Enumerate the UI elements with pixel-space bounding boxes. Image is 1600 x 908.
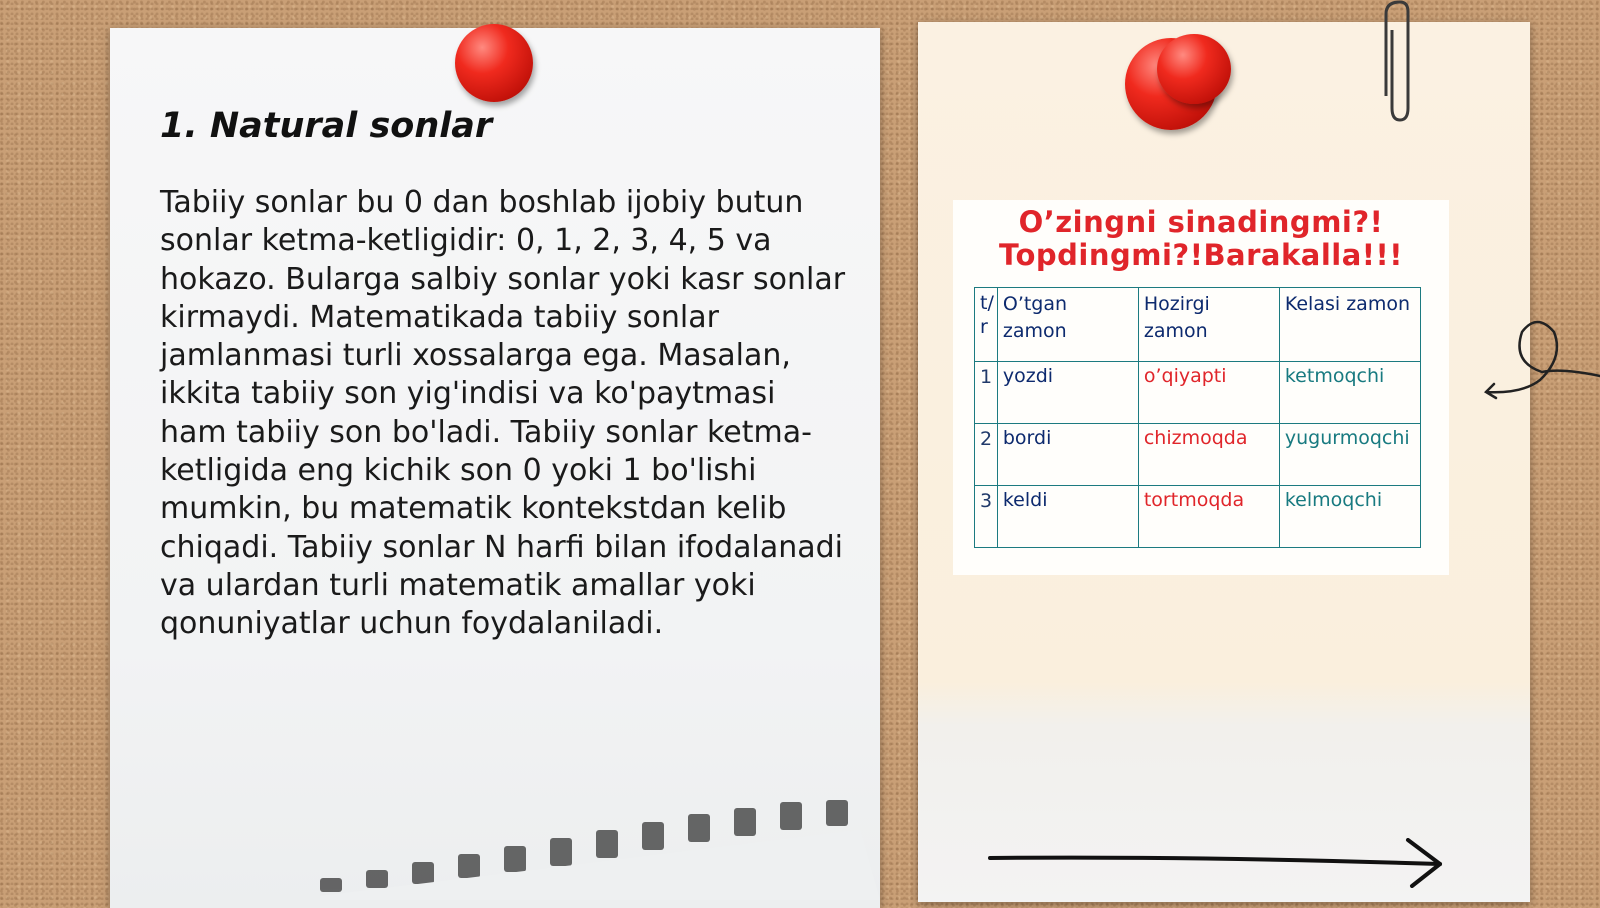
quiz-card [953,200,1449,575]
quiz-title-line1: O’zingni sinadingmi?! [1018,205,1384,239]
future-tense-cell: kelmoqchi [1279,486,1420,548]
table-row [975,424,1421,486]
arrow-right-icon [988,838,1448,888]
present-tense-cell: o’qiyapti [1138,362,1279,424]
push-pin-icon [455,24,533,102]
header-cell-future: Kelasi zamon [1279,288,1420,362]
body-paragraph: Tabiiy sonlar bu 0 dan boshlab ijobiy butun sonlar ketma-ketligidir: 0, 1, 2, 3, 4, 5 va hokazo. Bularga salbiy sonlar yoki kasr sonlar kirmaydi. Matematikada tabiiy sonlar jamlanmasi turli xossalarga ega. Masalan, ikkita tabiiy son yig'indisi va ko'paytmasi ham tabiiy son bo'ladi. Tabiiy sonlar ketma-ketligida eng kichik son 0 yoki 1 bo'lishi mumkin, bu matematik kontekstdan kelib chiqadi. Tabiiy sonlar N harfi bilan ifodalanadi va ulardan turli matematik amallar yoki qonuniyatlar uchun foydalaniladi. [160,185,846,642]
future-tense-cell: yugurmoqchi [1279,424,1420,486]
paperclip-icon [1378,0,1418,125]
past-tense-cell: keldi [997,486,1138,548]
tense-table [974,287,1421,548]
table-row [975,362,1421,424]
scribble-arrow-icon [1482,312,1600,404]
table-header-row [975,288,1421,362]
present-tense-cell: chizmoqda [1138,424,1279,486]
header-cell-past: O’tgan zamon [997,288,1138,362]
past-tense-cell: yozdi [997,362,1138,424]
row-number: 3 [975,486,998,548]
future-tense-cell: ketmoqchi [1279,362,1420,424]
torn-tape-decoration [320,800,880,900]
past-tense-cell: bordi [997,424,1138,486]
row-number: 2 [975,424,998,486]
quiz-title [953,206,1449,272]
page-heading: 1. Natural sonlar [160,106,493,146]
header-cell-present: Hozirgi zamon [1138,288,1279,362]
quiz-title-line2: Topdingmi?!Barakalla!!! [999,238,1403,272]
push-pin-icon [1157,34,1231,104]
table-row [975,486,1421,548]
present-tense-cell: tortmoqda [1138,486,1279,548]
row-number: 1 [975,362,998,424]
header-cell-number: t/r [975,288,998,362]
